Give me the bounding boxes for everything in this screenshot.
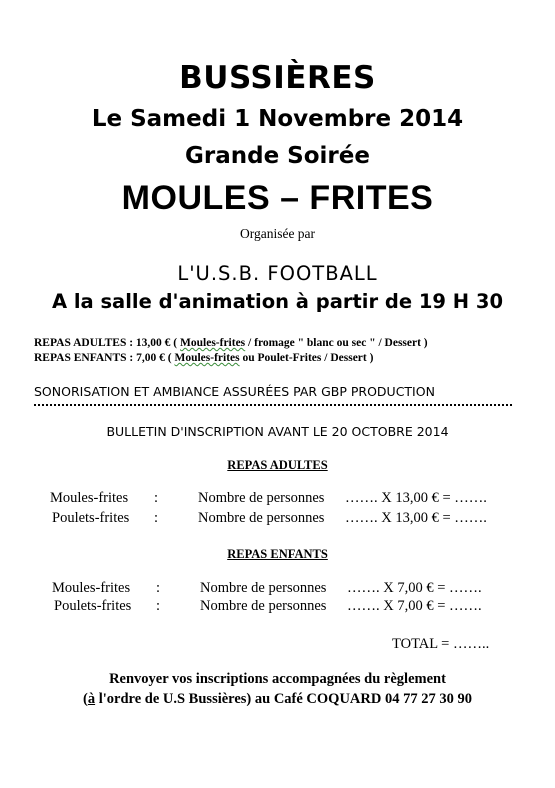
separator: : — [154, 490, 159, 506]
adult-price-line — [34, 337, 428, 349]
child-price-line — [34, 352, 373, 364]
sound-line: SONORISATION ET AMBIANCE ASSURÉES PAR GBP PRODUCTION — [34, 384, 435, 399]
child-price-prefix: REPAS ENFANTS : 7,00 € ( — [34, 352, 175, 364]
adult-price-dish: Moules-frites — [180, 337, 246, 349]
separator: : — [154, 510, 159, 526]
payment-prefix: ( — [83, 691, 88, 707]
price-calc: ……. X 7,00 € = ……. — [347, 580, 482, 596]
price-calc: ……. X 13,00 € = ……. — [345, 490, 487, 506]
people-count-label: Nombre de personnes — [200, 580, 327, 596]
price-calc: ……. X 7,00 € = ……. — [347, 598, 482, 614]
people-count-label: Nombre de personnes — [198, 510, 325, 526]
town-title: BUSSIÈRES — [179, 60, 376, 96]
payment-instructions — [0, 691, 555, 708]
menu-title: MOULES – FRITES — [121, 179, 434, 217]
people-count-label: Nombre de personnes — [200, 598, 327, 614]
price-calc: ……. X 13,00 € = ……. — [345, 510, 487, 526]
total-line: TOTAL = …….. — [392, 636, 490, 652]
adults-section-heading: REPAS ADULTES — [227, 458, 328, 472]
adult-price-prefix: REPAS ADULTES : 13,00 € ( — [34, 337, 181, 349]
payment-underlined: à — [87, 691, 96, 707]
organiser-name: L'U.S.B. FOOTBALL — [177, 262, 378, 285]
adult-price-suffix: / fromage " blanc ou sec " / Dessert ) — [245, 337, 428, 349]
dish-label: Poulets-frites — [54, 598, 132, 614]
dish-label: Moules-frites — [52, 580, 131, 596]
child-price-suffix: ou Poulet-Frites / Dessert ) — [239, 352, 374, 364]
children-section-heading: REPAS ENFANTS — [227, 547, 328, 561]
venue-line: A la salle d'animation à partir de 19 H 30 — [51, 290, 504, 313]
child-price-dish: Moules-frites — [174, 352, 240, 364]
separator: : — [156, 580, 161, 596]
event-date: Le Samedi 1 Novembre 2014 — [91, 106, 464, 132]
cut-line-divider — [34, 404, 512, 406]
return-instructions: Renvoyer vos inscriptions accompagnées du règlement — [109, 671, 446, 687]
bulletin-title: BULLETIN D'INSCRIPTION AVANT LE 20 OCTOBRE 2014 — [106, 424, 449, 439]
dish-label: Poulets-frites — [52, 510, 130, 526]
event-name: Grande Soirée — [185, 143, 370, 169]
separator: : — [156, 598, 161, 614]
dish-label: Moules-frites — [50, 490, 129, 506]
organised-by-label: Organisée par — [239, 226, 316, 241]
payment-suffix: l'ordre de U.S Bussières) au Café COQUARD 04 77 27 30 90 — [95, 691, 472, 707]
people-count-label: Nombre de personnes — [198, 490, 325, 506]
